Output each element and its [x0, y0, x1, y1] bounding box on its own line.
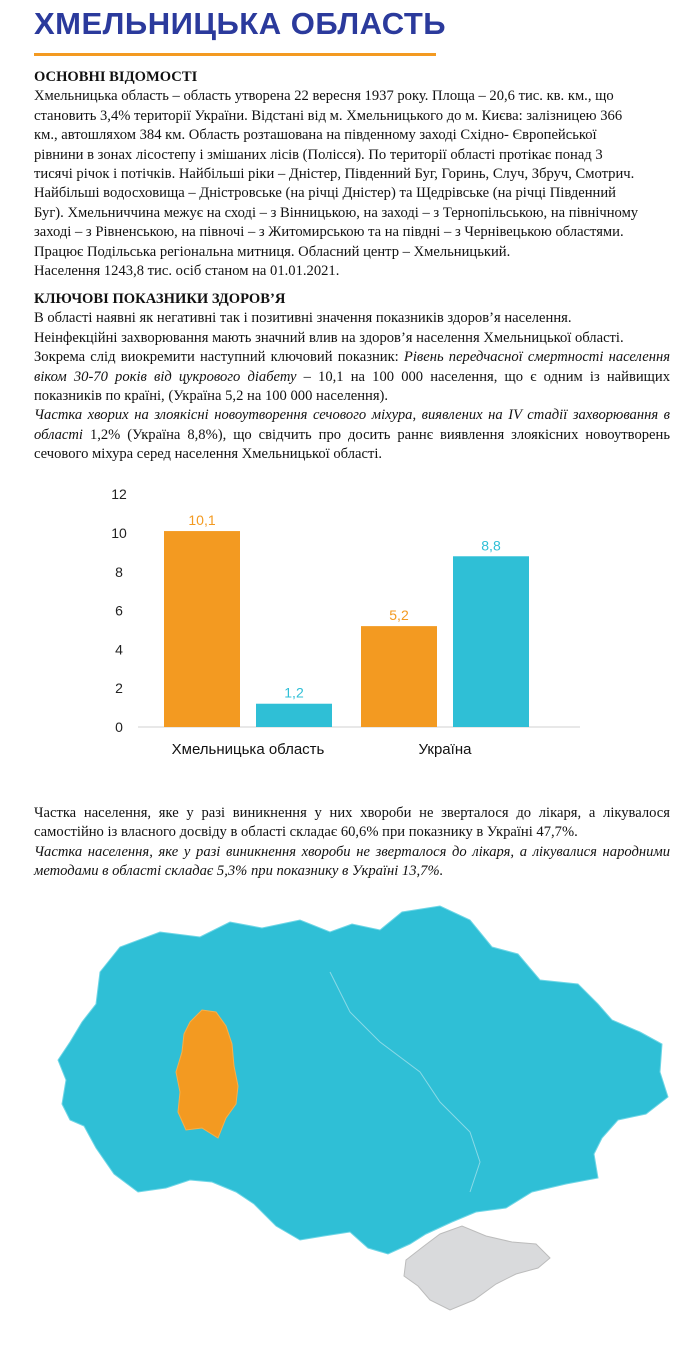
- health-paragraph: Неінфекційні захворювання мають значний влив на здоров’я населення Хмельницької області.: [34, 329, 624, 346]
- health-paragraph: В області наявні як негативні так і позитивні значення показників здоров’я населення.: [34, 310, 572, 327]
- self-treatment-paragraph: Частка населення, яке у разі виникнення у них хвороби не зверталося до лікаря, а лікувалося самостійно із власного досвіду в області складає 60,6% при показнику в Україні 47,7%.: [34, 805, 670, 841]
- basic-info-line: Працює Подільська регіональна митниця. Обласний центр – Хмельницький.: [34, 243, 511, 260]
- basic-info-line: рівнини в зонах лісостепу і змішаних лісів (Полісся). По території області протікає понад 3: [34, 146, 603, 163]
- basic-info-section: [34, 68, 670, 281]
- y-tick-label: 2: [115, 680, 123, 697]
- indicator-name: Рівень передчасної смертності населення віком 30-70 років від цукрового діабету: [34, 349, 670, 385]
- basic-info-line: Найбільші водосховища – Дністровське (на річці Дністер) та Щедрівське (на річці Південний: [34, 185, 616, 202]
- health-paragraph: [34, 348, 670, 406]
- ukraine-territory: [58, 906, 668, 1254]
- y-tick-label: 8: [115, 563, 123, 580]
- basic-info-line: становить 3,4% території України. Відстані від м. Хмельницького до м. Києва: залізницею 366: [34, 107, 623, 124]
- y-tick-label: 6: [115, 602, 123, 619]
- bar: [453, 556, 529, 727]
- bar-value-label: 1,2: [284, 684, 304, 701]
- bar: [164, 531, 240, 727]
- bar-chart: [0, 476, 700, 776]
- y-tick-label: 0: [115, 719, 123, 735]
- indicator-name: Частка хворих на злоякісні новоутворення сечового міхура, виявлених на IV стадії захворювання в області: [34, 407, 670, 443]
- crimea-region: [404, 1226, 550, 1310]
- basic-info-line: Хмельницька область – область утворена 22 вересня 1937 року. Площа – 20,6 тис. кв. км., що: [34, 88, 614, 105]
- basic-info-line: заході – з Рівненською, на півночі – з Житомирською та на півдні – з Чернівецькою областями.: [34, 224, 624, 241]
- health-paragraph: [34, 406, 670, 464]
- self-treatment-section: [34, 804, 670, 882]
- population-line: Населення 1243,8 тис. осіб станом на 01.01.2021.: [34, 263, 340, 280]
- bar: [361, 626, 437, 727]
- y-tick-label: 12: [111, 486, 127, 503]
- chart-plot-area: [111, 486, 580, 758]
- x-category-label: Україна: [418, 741, 472, 758]
- basic-info-heading: ОСНОВНІ ВІДОМОСТІ: [34, 69, 198, 85]
- ukraine-map: [0, 892, 700, 1359]
- basic-info-line: Буг). Хмельниччина межує на сході – з Вінницькою, на заході – з Тернопільською, на північному: [34, 204, 639, 221]
- x-category-label: Хмельницька область: [171, 741, 325, 758]
- paragraph-text: – 10,1 на 100 000 населення, що є одним із найвищих показників по країні, (Україна 5,2 на 100 000 населення).: [34, 368, 670, 405]
- basic-info-line: км., автошляхом 384 км. Область розташована на південному заході Східно- Європейської: [34, 127, 597, 144]
- basic-info-line: тисячі річок і потічків. Найбільші ріки – Дністер, Південний Буг, Горинь, Случ, Збруч, Смотрич.: [34, 166, 635, 183]
- y-tick-label: 10: [111, 525, 127, 541]
- paragraph-text: Зокрема слід виокремити наступний ключовий показник:: [34, 349, 404, 366]
- y-tick-label: 4: [115, 641, 123, 658]
- health-section: [34, 290, 670, 465]
- page-title: ХМЕЛЬНИЦЬКА ОБЛАСТЬ: [34, 6, 447, 41]
- bar-value-label: 5,2: [389, 607, 409, 624]
- paragraph-text: 1,2% (Україна 8,8%), що свідчить про досить раннє виявлення злоякісних новоутворень сечового міхура серед населення Хмельницької області.: [34, 426, 670, 463]
- title-underline: [34, 53, 436, 56]
- bar-value-label: 10,1: [188, 512, 216, 529]
- bar-value-label: 8,8: [481, 537, 501, 554]
- folk-treatment-paragraph: Частка населення, яке у разі виникнення хвороби не зверталося до лікаря, а лікувалися народними методами в області складає 5,3% при показнику в Україні 13,7%.: [34, 843, 670, 880]
- bar: [256, 704, 332, 727]
- health-heading: КЛЮЧОВІ ПОКАЗНИКИ ЗДОРОВ’Я: [34, 291, 286, 307]
